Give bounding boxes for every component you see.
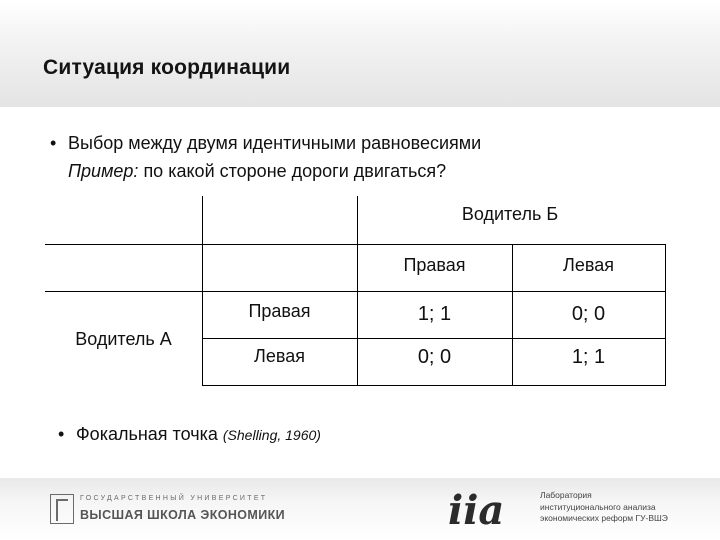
row-player-label: Водитель А [75,329,172,349]
example-label: Пример: [68,161,139,181]
title-band [0,0,720,107]
citation: (Shelling, 1960) [222,427,321,443]
table-line [202,338,665,339]
payoff-cell: 0; 0 [417,346,452,368]
table-line [45,291,665,292]
lab-caption [540,490,668,525]
table-line [45,244,665,245]
column-strategy-label: Правая [403,255,466,275]
payoff-cell: 1; 1 [571,346,606,368]
hse-emblem-icon [50,494,74,524]
hse-subtitle: ГОСУДАРСТВЕННЫЙ УНИВЕРСИТЕТ [80,495,268,502]
column-player-label: Водитель Б [461,204,559,224]
table-line [202,385,665,386]
lab-caption-line: экономических реформ ГУ-ВШЭ [540,513,668,523]
payoff-cell: 1; 1 [417,303,452,325]
lab-logo-text: iia [448,487,505,530]
payoff-cell: 0; 0 [571,303,606,325]
hse-name: ВЫСШАЯ ШКОЛА ЭКОНОМИКИ [80,508,286,522]
lab-caption-line: институционального анализа [540,501,656,512]
example-line [68,161,446,182]
slide-title: Ситуация координации [43,56,291,79]
bullet-text: Выбор между двумя идентичными равновесиями [68,133,482,153]
example-text: по какой стороне дороги двигаться? [138,161,447,181]
table-line [665,244,666,386]
row-strategy-label: Правая [248,301,311,321]
lab-caption-line: Лаборатория [540,490,592,500]
column-strategy-label: Левая [563,255,614,275]
row-strategy-label: Левая [254,346,305,366]
bullet-icon: • [58,424,65,444]
bullet-item-focal [58,424,321,445]
bullet-text: Фокальная точка [76,424,218,444]
bullet-icon: • [50,133,57,153]
bullet-item-choice [50,133,481,154]
lab-logo-icon [446,486,528,530]
